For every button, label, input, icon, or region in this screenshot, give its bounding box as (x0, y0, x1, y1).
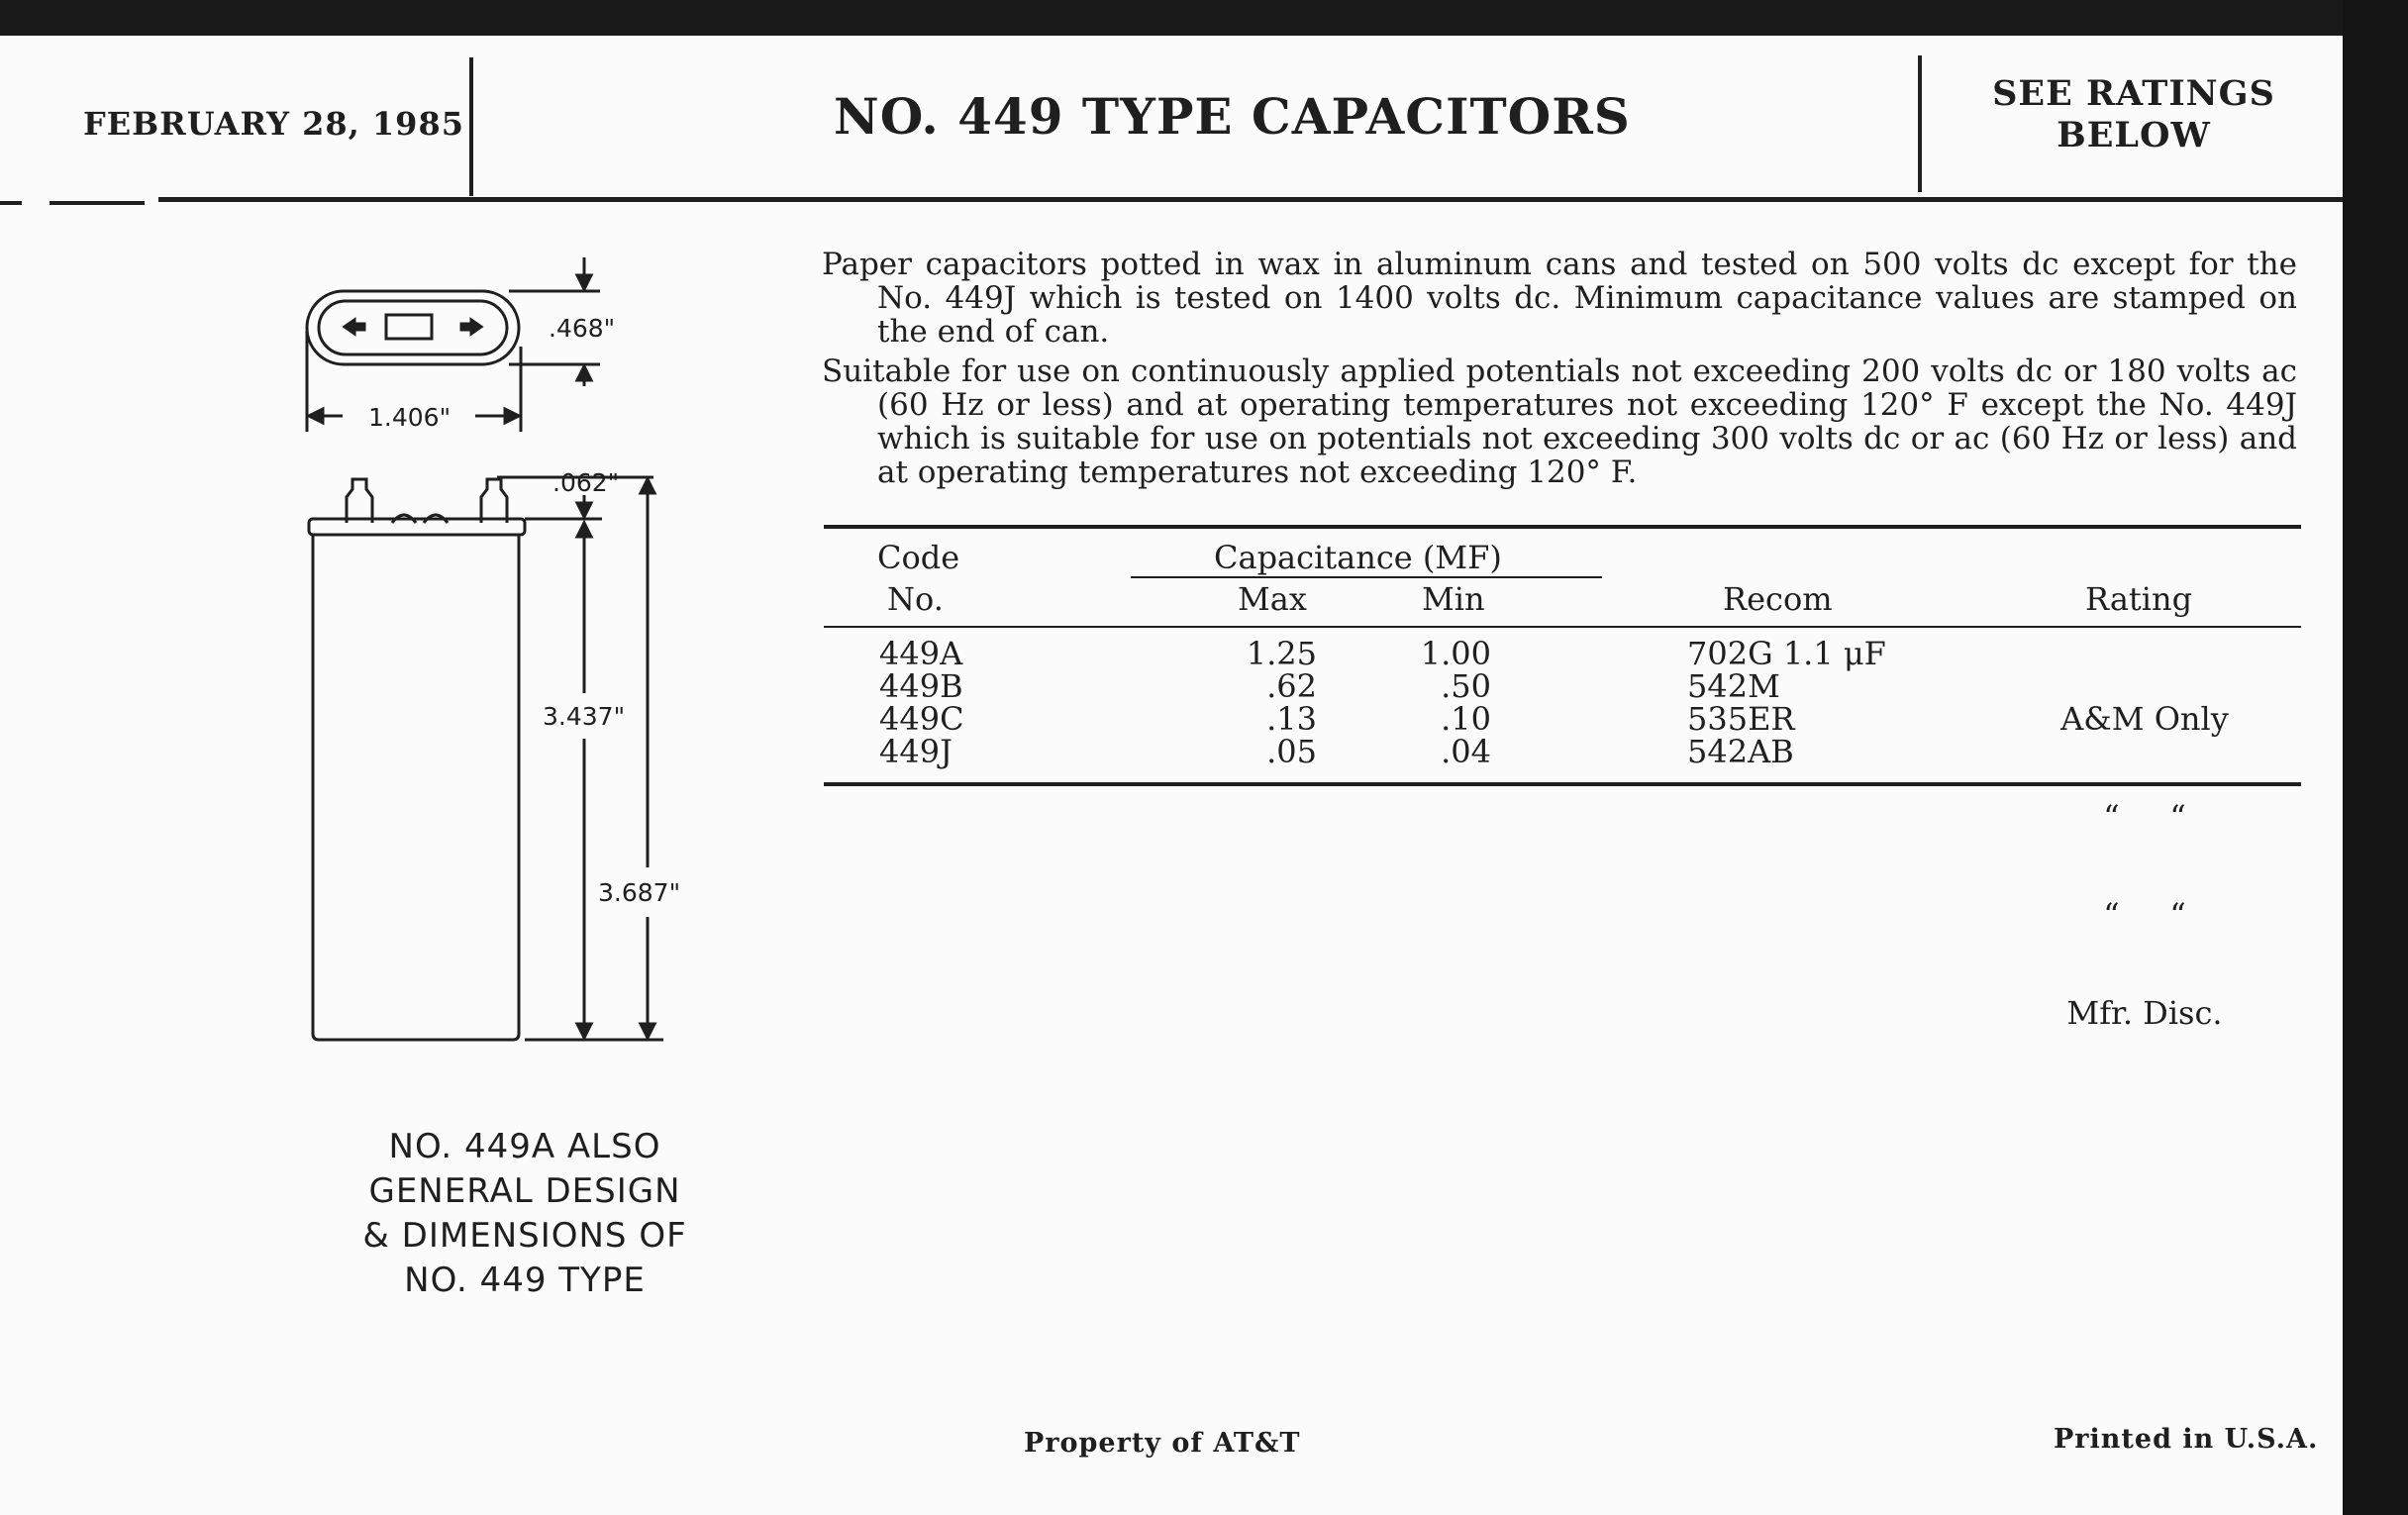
caption-line: & DIMENSIONS OF (362, 1216, 687, 1256)
column-recom (1687, 635, 1886, 770)
header-min: Min (1422, 580, 1485, 618)
cell-rating: “ “ (2103, 798, 2186, 836)
cell-code: 449C (879, 700, 964, 738)
cell-max: .13 (1266, 700, 1317, 738)
cell-code: 449B (879, 667, 963, 705)
header-code: Code (877, 539, 960, 576)
header-max: Max (1238, 580, 1307, 618)
depth-dimension (307, 257, 600, 432)
cell-min: .50 (1441, 667, 1491, 705)
capacitance-group-rule (1131, 576, 1602, 578)
dim-depth-label: .468" (549, 314, 616, 343)
side-view-outline (309, 479, 525, 1040)
table-top-rule (824, 525, 2301, 529)
dim-width-label: 1.406" (368, 403, 452, 432)
footer-printed: Printed in U.S.A. (2054, 1424, 2319, 1455)
cell-min: .10 (1441, 700, 1491, 738)
terminal-icon (345, 320, 481, 334)
header-recom: Recom (1723, 580, 1833, 618)
description (822, 248, 2297, 489)
capacitor-dimension-drawing (287, 248, 743, 1119)
drawing-caption (297, 1125, 752, 1303)
table-header-rule (824, 626, 2301, 628)
dim-overall-label: 3.687" (598, 878, 681, 907)
caption-line: NO. 449A ALSO (388, 1127, 661, 1166)
cell-code: 449A (879, 635, 963, 672)
header-rating: Rating (2085, 580, 2193, 618)
column-code (879, 635, 964, 770)
cell-min: .04 (1441, 733, 1491, 770)
cell-recom: 535ER (1687, 700, 1795, 738)
cell-max: 1.25 (1246, 635, 1317, 672)
ratings-line-2: BELOW (2057, 115, 2211, 155)
dim-body-label: 3.437" (543, 702, 626, 731)
table-bottom-rule (824, 782, 2301, 786)
header-ratings-note (1970, 73, 2297, 156)
header-rule-segment-1 (0, 201, 22, 205)
cell-rating: Mfr. Disc. (2066, 994, 2223, 1032)
page-title: NO. 449 TYPE CAPACITORS (834, 87, 1631, 146)
column-rating (2046, 638, 2244, 1062)
caption-line: GENERAL DESIGN (368, 1171, 681, 1211)
column-min (1392, 635, 1491, 770)
dim-terminal-label: .062" (552, 468, 620, 497)
header-no: No. (887, 580, 944, 618)
description-paragraph-1: Paper capacitors potted in wax in aluminum cans and tested on 500 volts dc except for the No. 449J which is tested on 1400 volts dc. Minimum capacitance values are stamped on the end of can. (822, 247, 2297, 350)
height-dimensions (497, 477, 663, 1040)
cell-code: 449J (879, 733, 953, 770)
footer-property: Property of AT&T (1024, 1428, 1301, 1459)
cell-max: .62 (1266, 667, 1317, 705)
header-rule (158, 197, 2343, 202)
header-rule-segment-2 (50, 201, 145, 205)
description-paragraph-2: Suitable for use on continuously applied potentials not exceeding 200 volts dc or 180 volts ac (60 Hz or less) and at operating temperatures not exceeding 120° F except the No. 449J which is suitable for use on potentials not exceeding 300 volts dc or ac (60 Hz or less) and at operating temperatures not exceeding 120° F. (822, 354, 2297, 490)
header-date: FEBRUARY 28, 1985 (83, 105, 464, 143)
scan-edge (2343, 0, 2408, 1515)
caption-line: NO. 449 TYPE (404, 1261, 646, 1300)
cell-recom: 542M (1687, 667, 1780, 705)
cell-recom: 542AB (1687, 733, 1794, 770)
column-max (1218, 635, 1317, 770)
cell-rating: A&M Only (2060, 700, 2229, 738)
end-view-outline (307, 291, 519, 364)
cell-recom: 702G 1.1 μF (1687, 635, 1886, 672)
cell-max: .05 (1266, 733, 1317, 770)
header-divider-right (1918, 55, 1922, 192)
header-divider-left (469, 57, 473, 196)
cell-min: 1.00 (1420, 635, 1491, 672)
header-capacitance: Capacitance (MF) (1214, 539, 1502, 576)
ratings-line-1: SEE RATINGS (1992, 73, 2275, 114)
cell-rating: “ “ (2103, 896, 2186, 934)
